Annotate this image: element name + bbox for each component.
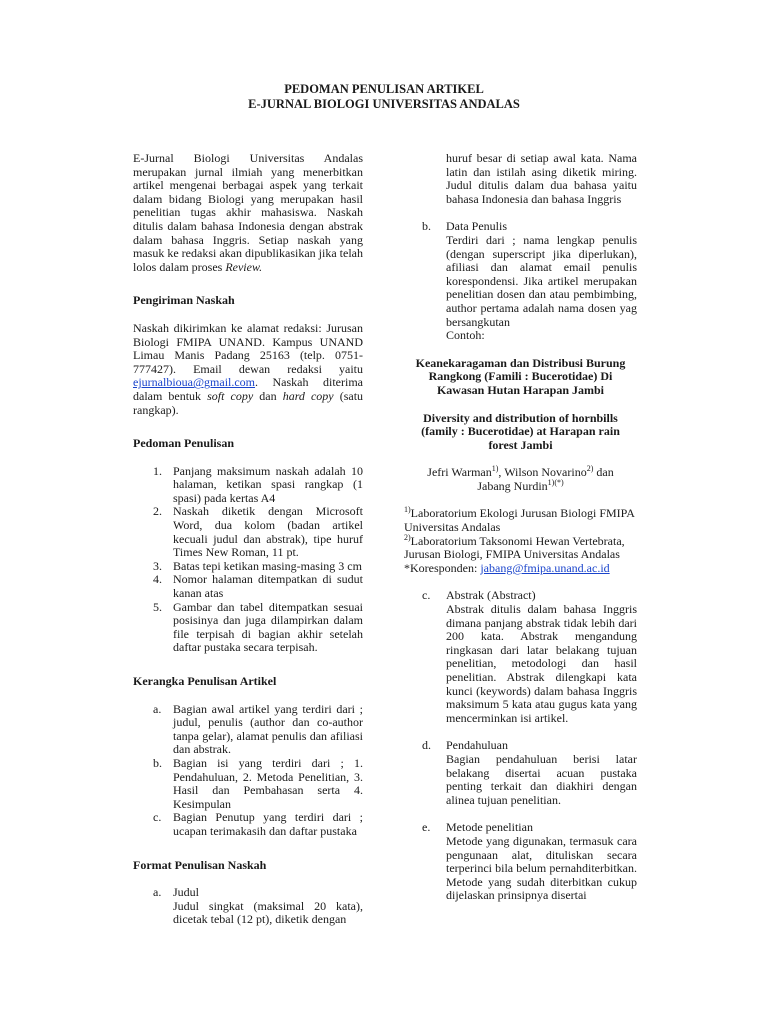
item-label: Abstrak (Abstract) [446, 588, 536, 603]
example-title-en: Diversity and distribution of hornbills (family : Bucerotidae) at Harapan rain forest Jambi [421, 410, 620, 452]
example-affiliations [404, 507, 637, 575]
item-label: Pendahuluan [446, 738, 508, 753]
email-link[interactable]: ejurnalbioua@gmail.com [133, 375, 256, 390]
review-italic: Review. [225, 259, 263, 274]
list-item: 3. Batas tepi ketikan masing-masing 3 cm [153, 558, 362, 573]
item-label: Data Penulis [446, 219, 507, 234]
list-item: 1. Panjang maksimum naskah adalah 10 halaman, ketikan spasi rangkap (1 spasi) pada kertas A4 [153, 463, 363, 505]
affiliation-2: $^{2)}$Laboratorium Taksonomi Hewan Vertebrata, Jurusan Biologi, FMIPA Universitas Andalas [404, 532, 625, 562]
list-item: a. Bagian awal artikel yang terdiri dari ; judul, penulis (author dan co-author tanpa gelar), alamat penulis dan afiliasi dan abstrak. [153, 701, 363, 757]
format-item-a-continued: huruf besar di setiap awal kata. Nama latin dan istilah asing diketik miring. Judul ditulis dalam dua bahasa yaitu bahasa Indonesia dan bahasa Inggris [446, 151, 637, 206]
pengiriman-paragraph: Naskah dikirimkan ke alamat redaksi: Jurusan Biologi FMIPA UNAND. Kampus UNAND Limau Manis Padang 25163 (telp. 0751-777427). Email dewan redaksi yaitu ejurnalbioua@gmail.com. Naskah diterima dalam bentuk soft copy dan hard copy (satu rangkap). [133, 320, 364, 417]
item-text: Terdiri dari ; nama lengkap penulis (dengan superscript jika diperlukan), afiliasi dan alamat email penulis korespondensi. Jika artikel merupakan penelitian dosen dan atau pembimbing, author pertama adalah nama dosen yag bersangkutan [446, 232, 637, 329]
list-item: 2. Naskah diketik dengan Microsoft Word, dua kolom (badan artikel kecuali judul dan abstrak), tipe huruf Times New Roman, 11 pt. [153, 504, 363, 560]
page-title [0, 82, 768, 111]
heading-pedoman: Pedoman Penulisan [133, 436, 235, 451]
title-line-1: PEDOMAN PENULISAN ARTIKEL [284, 82, 484, 96]
list-item: 4. Nomor halaman ditempatkan di sudut kanan atas [153, 572, 363, 601]
item-text: Metode yang digunakan, termasuk cara pengunaan alat, dituliskan secara terperinci bila belum pernahditerbitkan. Metode yang sudah diterbitkan cukup dijelaskan prinsipnya disertai [446, 833, 637, 903]
pedoman-list [133, 465, 363, 655]
title-line-2: E-JURNAL BIOLOGI UNIVERSITAS ANDALAS [248, 96, 520, 111]
format-item-e: e. Metode penelitian Metode yang digunakan, termasuk cara pengunaan alat, dituliskan secara terperinci bila belum pernahditerbitkan. Metode yang sudah diterbitkan cukup dijelaskan prinsipnya disertai [422, 820, 637, 903]
format-item-d: d. Pendahuluan Bagian pendahuluan berisi latar belakang disertai acuan pustaka penting terkait dan diakhiri dengan alinea tujuan penelitian. [422, 738, 637, 807]
affiliation-1: $^{1)}$Laboratorium Ekologi Jurusan Biologi FMIPA Universitas Andalas [404, 505, 635, 535]
example-authors: Jefri Warman$^{1)}$, Wilson Novarino$^{2)}$ dan Jabang Nurdin$^{1)(*)}$ [427, 464, 614, 493]
item-label: Judul [173, 885, 200, 900]
item-text: Abstrak ditulis dalam bahasa Inggris dimana panjang abstrak tidak lebih dari 200 kata. Abstrak mengandung ringkasan dari latar belakang tujuan penelitian, metodologi dan hasil penelitian. Abstrak dilengkapi kata kunci (keywords) dalam bahasa Inggris maksimum 5 kata atau gugus kata yang mencerminkan isi artikel. [446, 602, 637, 725]
left-column [133, 152, 363, 927]
kerangka-list [133, 703, 363, 839]
format-item-c: c. Abstrak (Abstract) Abstrak ditulis dalam bahasa Inggris dimana panjang abstrak tidak lebih dari 200 kata. Abstrak mengandung ringkasan dari latar belakang tujuan penelitian, metodologi dan hasil penelitian. Abstrak dilengkapi kata kunci (keywords) dalam bahasa Inggris maksimum 5 kata atau gugus kata yang mencerminkan isi artikel. [422, 588, 637, 725]
contoh-label: Contoh: [446, 328, 485, 343]
item-label: Metode penelitian [446, 820, 533, 835]
list-item: c. Bagian Penutup yang terdiri dari ; ucapan terimakasih dan daftar pustaka [153, 810, 363, 838]
list-item: 5. Gambar dan tabel ditempatkan sesuai posisinya dan juga dilampirkan dalam file terpisah di bagian akhir setelah daftar pustaka secara terpisah. [153, 599, 363, 655]
corresponding-author: *Koresponden: jabang@fmipa.unand.ac.id [404, 560, 610, 575]
intro-paragraph: E-Jurnal Biologi Universitas Andalas merupakan jurnal ilmiah yang menerbitkan artikel mengenai berbagai aspek yang terkait dalam bidang Biologi yang merupakan hasil penelitian tugas akhir mahasiswa. Naskah ditulis dalam bahasa Indonesia dengan abstrak dalam bahasa Inggris. Setiap naskah yang masuk ke redaksi akan dipublikasikan jika telah lolos dalam proses Review. [133, 151, 363, 274]
item-text: Judul singkat (maksimal 20 kata), dicetak tebal (12 pt), diketik dengan [173, 898, 363, 927]
list-item: b. Bagian isi yang terdiri dari ; 1. Pendahuluan, 2. Metoda Penelitian, 3. Hasil dan Pembahasan serta 4. Kesimpulan [153, 755, 363, 811]
corresponding-email-link[interactable]: jabang@fmipa.unand.ac.id [480, 560, 610, 575]
heading-kerangka: Kerangka Penulisan Artikel [133, 674, 277, 688]
item-text: Bagian pendahuluan berisi latar belakang disertai acuan pustaka penting terkait dan diakhiri dengan alinea tujuan penelitian. [446, 751, 637, 807]
heading-pengiriman: Pengiriman Naskah [133, 293, 235, 308]
format-item-a: a. Judul Judul singkat (maksimal 20 kata), dicetak tebal (12 pt), diketik dengan [153, 885, 363, 927]
example-title-id: Keanekaragaman dan Distribusi Burung Rangkong (Famili : Bucerotidae) Di Kawasan Hutan Harapan Jambi [415, 355, 626, 397]
heading-format: Format Penulisan Naskah [133, 857, 267, 872]
right-column [404, 152, 637, 903]
format-item-b: b. Data Penulis Terdiri dari ; nama lengkap penulis (dengan superscript jika diperlukan), afiliasi dan alamat email penulis korespondensi. Jika artikel merupakan penelitian dosen dan atau pembimbing, author pertama adalah nama dosen yag bersangkutan Contoh: [422, 219, 637, 343]
